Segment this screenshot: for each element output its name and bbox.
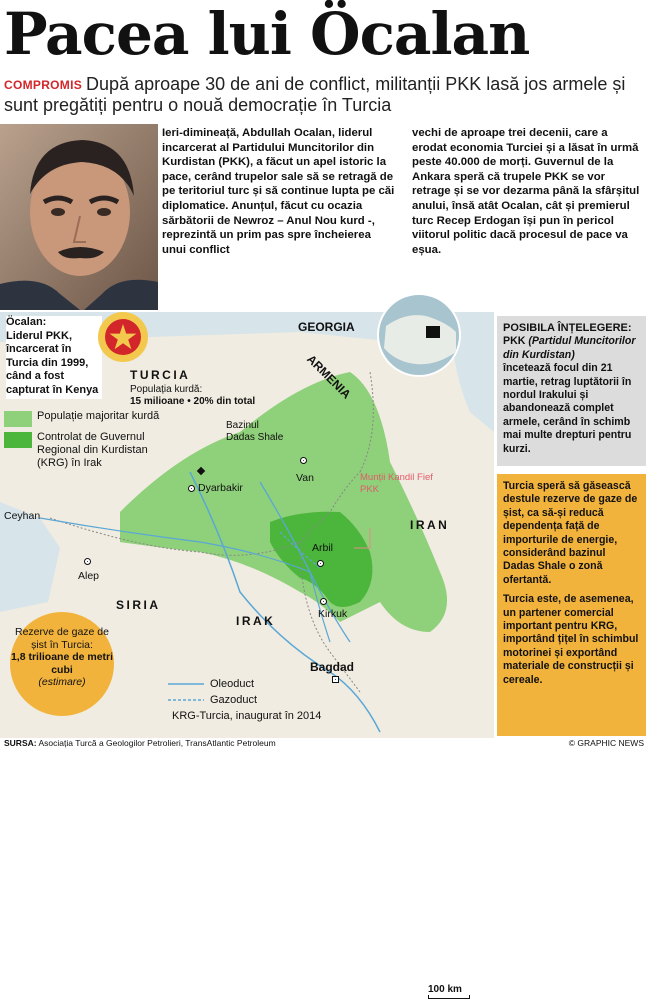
legend-label-kurdish: Populație majoritar kurdă [37, 410, 160, 422]
city-dot-alep [84, 558, 91, 565]
map-legend [4, 410, 176, 474]
scale-line [428, 995, 470, 999]
city-label-van: Van [296, 472, 314, 484]
gas-reserves-callout [10, 612, 114, 716]
panel1-party [503, 335, 640, 362]
city-label-bagdad: Bagdad [310, 660, 355, 674]
page-title: Pacea lui Öcalan [4, 0, 530, 68]
article-column-1: Ieri-dimineață, Abdullah Ocalan, liderul incarcerat al Partidului Muncitorilor din Kurdistan (PKK), a făcut un apel istoric la pace, cerând trupelor sale să se retragă de pe teritoriul turc și să continue lupta pe căi diplomatice. Anunțul, făcut cu ocazia sărbătorii de Newroz – Anul Nou kurd -, reprezintă un prim pas spre încheierea unui conflict [162, 127, 395, 256]
panel2-paragraph-1: Turcia speră să găsească destule rezerve de gaze de șist, ca să-și reducă dependența față de importurile de energie, considerând bazinul Dadas Shale o zonă ofertantă. [503, 480, 638, 586]
panel1-party-full: (Partidul Muncitorilor din Kurdistan) [503, 335, 636, 361]
scale-label: 100 km [428, 984, 462, 995]
article-column-2: vechi de aproape trei decenii, care a erodat economia Turciei și a lăsat în urmă peste 40.000 de morți. Guvernul de la Ankara speră că trupele PKK se vor retrage și se vor dezarma până la sfârșitul anului, însă atât Ocalan, cât și premierul turc Recep Erdogan își pun în pericol viitorul politic dacă procesul de pace va eșua. [412, 127, 640, 256]
panel2-paragraph-2: Turcia este, de asemenea, un partener comercial important pentru KRG, importând țițel în schimbul motorinei și exportând materiale de construcții și cereale. [503, 593, 639, 686]
scale-bar [428, 984, 470, 999]
dadas-shale-label: Bazinul Dadas Shale [226, 420, 284, 443]
legend-swatch-kurdish [4, 411, 32, 427]
legend-row-krg [4, 431, 176, 470]
city-label-kirkuk: Kirkuk [318, 608, 348, 620]
ocalan-caption [6, 316, 102, 399]
kicker-label: COMPROMIS [4, 78, 83, 92]
panel1-title: POSIBILA ÎNȚELEGERE: [503, 322, 632, 334]
panel1-text: încetează focul din 21 martie, retrag luptătorii în nordul Irakului și abandonează complet armele, cerând în schimb mai multe drepturi pentru kurzi. [503, 362, 632, 455]
city-dot-van [300, 457, 307, 464]
oil-pipeline-label: Oleoduct [210, 678, 255, 690]
legend-row-kurdish [4, 410, 176, 427]
footer-source-text: Asociația Turcă a Geologilor Petrolieri, TransAtlantic Petroleum [38, 738, 276, 748]
panel1-party-abbrev: PKK [503, 335, 526, 348]
country-label-iran: IRAN [410, 518, 450, 532]
ocalan-caption-name: Öcalan: [6, 316, 47, 328]
city-dot-bagdad [332, 676, 339, 683]
city-label-dyarbakir: Dyarbakir [198, 482, 243, 494]
footer-source-label: SURSA: [4, 738, 37, 748]
footer [4, 737, 644, 749]
pipeline-legend-lines [168, 676, 208, 706]
city-label-alep: Alep [78, 570, 100, 582]
city-dot-dyarbakir [188, 485, 195, 492]
gas-reserves-note: (estimare) [38, 676, 86, 688]
legend-swatch-krg [4, 432, 32, 448]
subtitle-text: După aproape 30 de ani de conflict, militanții PKK lasă jos armele și sunt pregătiți pentru o nouă democrație în Turcia [4, 74, 626, 115]
pkk-logo-icon [96, 310, 150, 364]
gas-reserves-heading: Rezerve de gaze de șist în Turcia: [15, 626, 109, 651]
ocalan-caption-text: Liderul PKK, încarcerat în Turcia din 1999, când a fost capturat în Kenya [6, 329, 99, 396]
country-label-irak: IRAK [236, 614, 276, 628]
city-dot-kirkuk [320, 598, 327, 605]
footer-credit: © GRAPHIC NEWS [568, 738, 644, 748]
city-label-arbil: Arbil [312, 542, 334, 554]
energy-panel [497, 474, 646, 736]
country-label-georgia: GEORGIA [298, 320, 355, 334]
kandil-label: Munții Kandil Fief PKK [360, 472, 433, 495]
gas-reserves-value: 1,8 trilioane de metri cubi [10, 651, 114, 676]
country-label-turcia: TURCIA [130, 368, 191, 382]
country-label-armenia: ARMENIA [304, 352, 354, 402]
locator-globe-icon [376, 292, 462, 378]
turkey-population-label: Populația kurdă: [130, 384, 203, 395]
subtitle [4, 74, 644, 115]
possible-agreement-panel [497, 316, 646, 466]
country-label-siria: SIRIA [116, 598, 161, 612]
gas-pipeline-note: KRG-Turcia, inaugurat în 2014 [172, 710, 322, 722]
legend-label-krg: Controlat de Guvernul Regional din Kurdistan (KRG) în Irak [37, 431, 148, 469]
city-label-ceyhan: Ceyhan [4, 510, 41, 522]
turkey-population-value: 15 milioane • 20% din total [130, 396, 256, 407]
ocalan-photo [0, 124, 158, 310]
gas-pipeline-label: Gazoduct [210, 694, 258, 706]
city-dot-arbil [317, 560, 324, 567]
